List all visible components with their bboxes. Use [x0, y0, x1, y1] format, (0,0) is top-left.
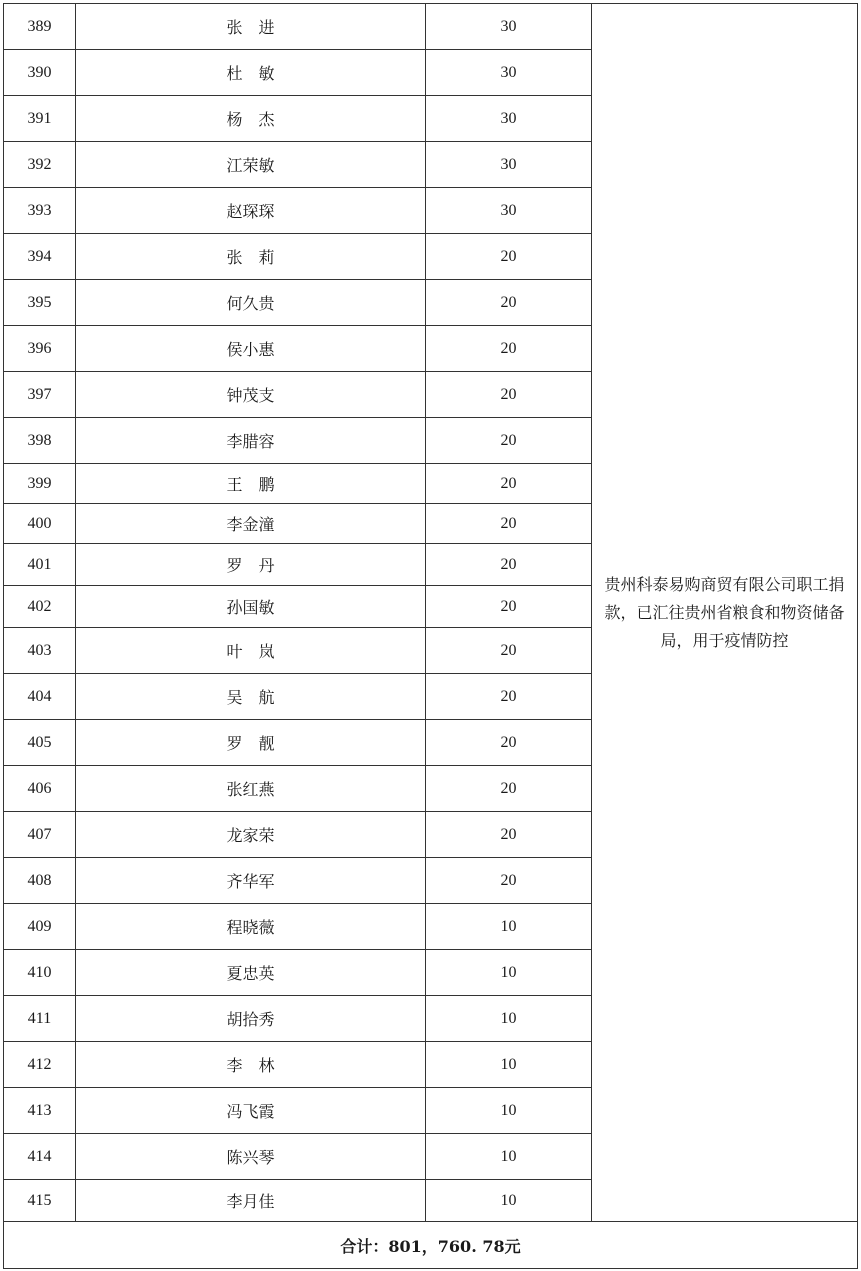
table-body [4, 4, 858, 1222]
donation-amount: 20 [426, 280, 592, 326]
row-number: 413 [4, 1088, 76, 1134]
row-number: 410 [4, 950, 76, 996]
donation-amount: 20 [426, 504, 592, 544]
row-number: 395 [4, 280, 76, 326]
donor-name: 罗 靓 [76, 720, 426, 766]
row-number: 392 [4, 142, 76, 188]
donation-amount: 20 [426, 720, 592, 766]
donor-name: 龙家荣 [76, 812, 426, 858]
donor-name: 赵琛琛 [76, 188, 426, 234]
row-number: 399 [4, 464, 76, 504]
row-number: 404 [4, 674, 76, 720]
row-number: 402 [4, 586, 76, 628]
row-number: 393 [4, 188, 76, 234]
total-amount: 合计：801，760. 78元 [4, 1222, 858, 1269]
donation-amount: 20 [426, 586, 592, 628]
row-number: 390 [4, 50, 76, 96]
row-number: 414 [4, 1134, 76, 1180]
donor-name: 齐华军 [76, 858, 426, 904]
donation-amount: 20 [426, 464, 592, 504]
donation-amount: 10 [426, 1088, 592, 1134]
donation-amount: 10 [426, 1042, 592, 1088]
row-number: 391 [4, 96, 76, 142]
row-number: 409 [4, 904, 76, 950]
row-number: 401 [4, 544, 76, 586]
donor-name: 李腊容 [76, 418, 426, 464]
donor-name: 张 进 [76, 4, 426, 50]
row-number: 396 [4, 326, 76, 372]
row-number: 394 [4, 234, 76, 280]
donation-amount: 10 [426, 1180, 592, 1222]
donation-amount: 20 [426, 674, 592, 720]
donor-name: 陈兴琴 [76, 1134, 426, 1180]
row-number: 397 [4, 372, 76, 418]
row-number: 403 [4, 628, 76, 674]
donor-name: 杜 敏 [76, 50, 426, 96]
donor-name: 冯飞霞 [76, 1088, 426, 1134]
donation-amount: 30 [426, 96, 592, 142]
table-row [4, 4, 858, 50]
donor-name: 程晓薇 [76, 904, 426, 950]
donor-name: 孙国敏 [76, 586, 426, 628]
total-row [4, 1222, 858, 1269]
row-number: 412 [4, 1042, 76, 1088]
row-number: 398 [4, 418, 76, 464]
row-number: 415 [4, 1180, 76, 1222]
donation-amount: 20 [426, 234, 592, 280]
donation-amount: 10 [426, 1134, 592, 1180]
donor-name: 钟茂支 [76, 372, 426, 418]
donor-name: 叶 岚 [76, 628, 426, 674]
donor-name: 杨 杰 [76, 96, 426, 142]
row-number: 405 [4, 720, 76, 766]
donation-amount: 10 [426, 996, 592, 1042]
donation-amount: 30 [426, 50, 592, 96]
donor-name: 李 林 [76, 1042, 426, 1088]
row-number: 407 [4, 812, 76, 858]
donation-amount: 10 [426, 904, 592, 950]
donation-amount: 30 [426, 188, 592, 234]
donor-name: 罗 丹 [76, 544, 426, 586]
donor-name: 张红燕 [76, 766, 426, 812]
donor-name: 何久贵 [76, 280, 426, 326]
row-number: 408 [4, 858, 76, 904]
row-number: 411 [4, 996, 76, 1042]
donation-amount: 20 [426, 418, 592, 464]
row-number: 389 [4, 4, 76, 50]
row-number: 406 [4, 766, 76, 812]
donation-amount: 20 [426, 812, 592, 858]
donor-name: 侯小惠 [76, 326, 426, 372]
donation-amount: 30 [426, 142, 592, 188]
donation-table [3, 3, 858, 1269]
donation-amount: 20 [426, 372, 592, 418]
donor-name: 李月佳 [76, 1180, 426, 1222]
donor-name: 张 莉 [76, 234, 426, 280]
row-number: 400 [4, 504, 76, 544]
remarks-note: 贵州科泰易购商贸有限公司职工捐款，已汇往贵州省粮食和物资储备局，用于疫情防控 [592, 4, 858, 1222]
donor-name: 王 鹏 [76, 464, 426, 504]
donor-name: 李金潼 [76, 504, 426, 544]
donor-name: 吴 航 [76, 674, 426, 720]
donation-amount: 20 [426, 766, 592, 812]
donation-amount: 10 [426, 950, 592, 996]
donation-amount: 30 [426, 4, 592, 50]
donation-amount: 20 [426, 858, 592, 904]
donation-amount: 20 [426, 326, 592, 372]
donor-name: 夏忠英 [76, 950, 426, 996]
donation-amount: 20 [426, 544, 592, 586]
donation-amount: 20 [426, 628, 592, 674]
donor-name: 江荣敏 [76, 142, 426, 188]
donor-name: 胡拾秀 [76, 996, 426, 1042]
